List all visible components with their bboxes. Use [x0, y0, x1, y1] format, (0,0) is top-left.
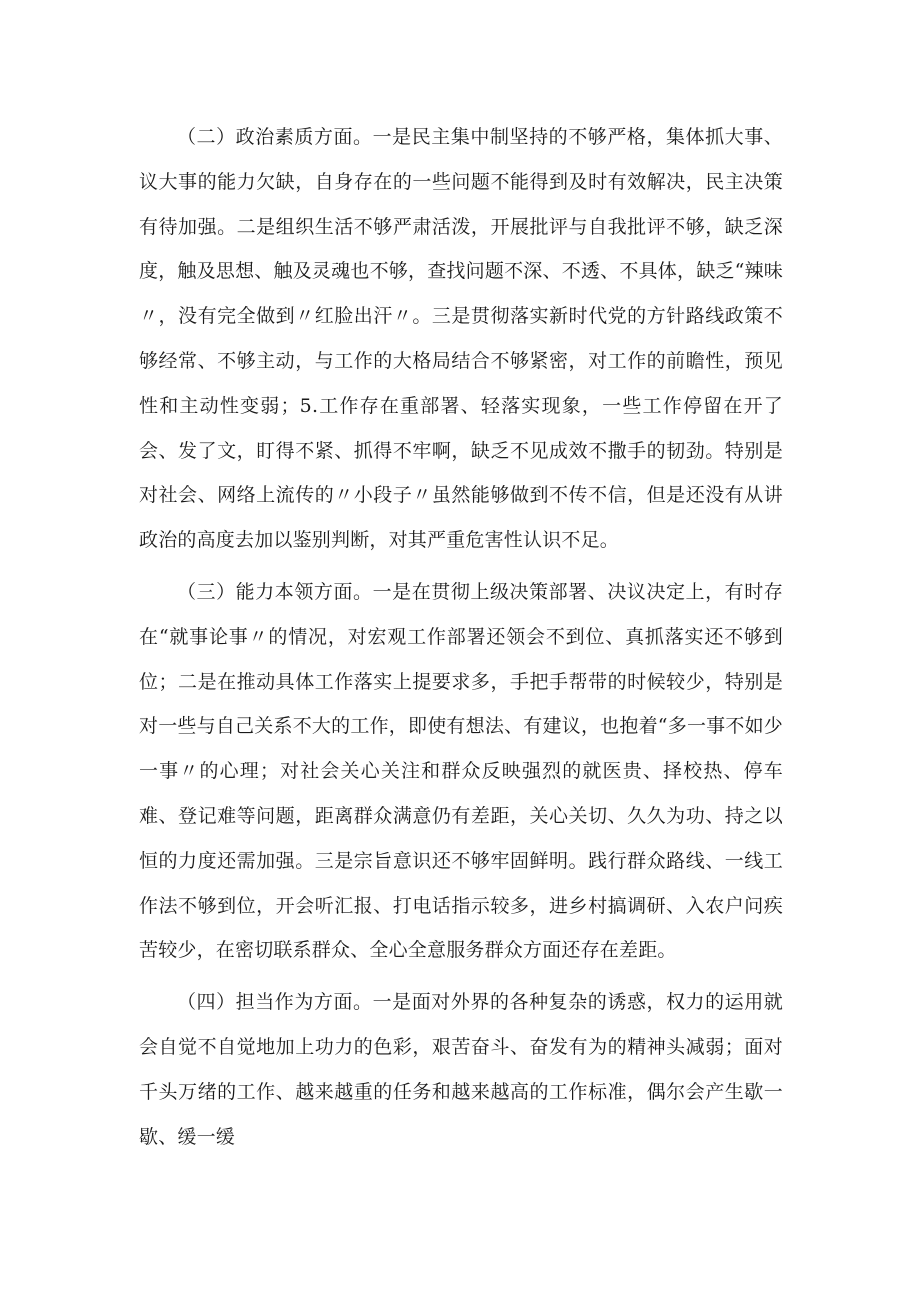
paragraph-responsibility: （四）担当作为方面。一是面对外界的各种复杂的诱惑，权力的运用就会自觉不自觉地加上功力的色彩，艰苦奋斗、奋发有为的精神头减弱；面对千头万绪的工作、越来越重的任务和越来越高的工作标准，偶尔会产生歇一歇、缓一缓: [139, 991, 783, 1148]
paragraph-political-quality: （二）政治素质方面。一是民主集中制坚持的不够严格，集体抓大事、议大事的能力欠缺，自身存在的一些问题不能得到及时有效解决，民主决策有待加强。二是组织生活不够严肃活泼，开展批评与自我批评不够，缺乏深度，触及思想、触及灵魂也不够，查找问题不深、不透、不具体，缺乏“辣味〃，没有完全做到〃红脸出汗〃。三是贯彻落实新时代党的方针路线政策不够经常、不够主动，与工作的大格局结合不够紧密，对工作的前瞻性，预见性和主动性变弱；5.工作存在重部署、轻落实现象，一些工作停留在开了会、发了文，盯得不紧、抓得不牢啊，缺乏不见成效不撒手的韧劲。特别是对社会、网络上流传的〃小段子〃虽然能够做到不传不信，但是还没有从讲政治的高度去加以鉴别判断，对其严重危害性认识不足。: [139, 126, 783, 552]
document-body: [139, 115, 783, 1166]
paragraph-ability-skills: （三）能力本领方面。一是在贯彻上级决策部署、决议决定上，有时存在“就事论事〃的情况，对宏观工作部署还领会不到位、真抓落实还不够到位；二是在推动具体工作落实上提要求多，手把手帮带的时候较少，特别是对一些与自己关系不大的工作，即使有想法、有建议，也抱着“多一事不如少一事〃的心理；对社会关心关注和群众反映强烈的就医贵、择校热、停车难、登记难等问题，距离群众满意仍有差距，关心关切、久久为功、持之以恒的力度还需加强。三是宗旨意识还不够牢固鲜明。践行群众路线、一线工作法不够到位，开会听汇报、打电话指示较多，进乡村搞调研、入农户问疾苦较少，在密切联系群众、全心全意服务群众方面还存在差距。: [139, 580, 783, 962]
